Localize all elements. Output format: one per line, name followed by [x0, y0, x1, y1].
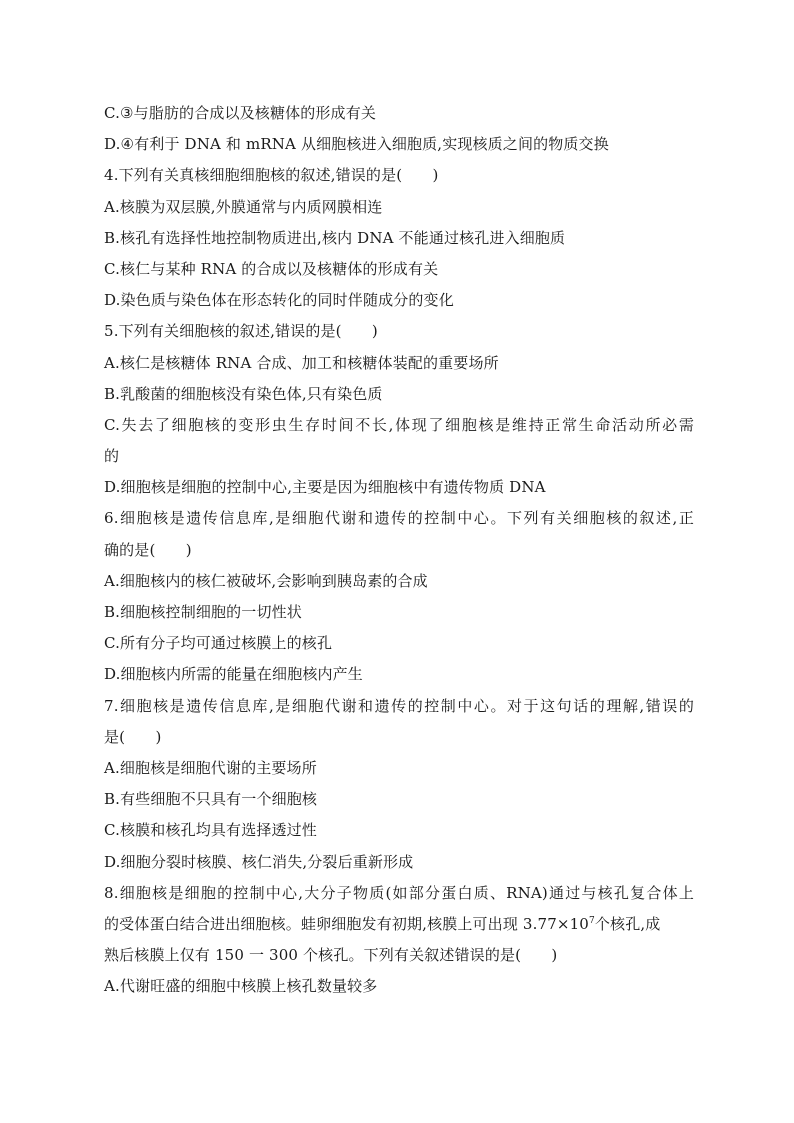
- question-7-option-c: C.核膜和核孔均具有选择透过性: [104, 821, 317, 840]
- question-5-option-d: D.细胞核是细胞的控制中心,主要是因为细胞核中有遗传物质 DNA: [104, 478, 546, 497]
- question-7-option-b: B.有些细胞不只具有一个细胞核: [104, 790, 318, 809]
- question-6-stem-continued: 确的是( ): [104, 540, 192, 559]
- question-5-option-c: C.失去了细胞核的变形虫生存时间不长,体现了细胞核是维持正常生命活动所必需: [104, 415, 694, 434]
- question-6-stem: 6.细胞核是遗传信息库,是细胞代谢和遗传的控制中心。下列有关细胞核的叙述,正: [104, 509, 694, 528]
- question-6-option-d: D.细胞核内所需的能量在细胞核内产生: [104, 665, 363, 684]
- question-8-option-a: A.代谢旺盛的细胞中核膜上核孔数量较多: [104, 977, 378, 996]
- question-6-option-b: B.细胞核控制细胞的一切性状: [104, 603, 302, 621]
- question-7-option-a: A.细胞核是细胞代谢的主要场所: [104, 758, 317, 777]
- question-4-option-d: D.染色质与染色体在形态转化的同时伴随成分的变化: [104, 291, 454, 310]
- question-8-stem: 8.细胞核是细胞的控制中心,大分子物质(如部分蛋白质、RNA)通过与核孔复合体上: [104, 883, 694, 902]
- question-5-option-a: A.核仁是核糖体 RNA 合成、加工和核糖体装配的重要场所: [104, 353, 499, 372]
- question-4-option-a: A.核膜为双层膜,外膜通常与内质网膜相连: [104, 197, 383, 216]
- option-c-line: C.③与脂肪的合成以及核糖体的形成有关: [104, 104, 377, 122]
- question-5-stem: 5.下列有关细胞核的叙述,错误的是( ): [104, 322, 378, 341]
- question-5-option-b: B.乳酸菌的细胞核没有染色体,只有染色质: [104, 384, 383, 403]
- question-6-option-a: A.细胞核内的核仁被破坏,会影响到胰岛素的合成: [104, 571, 428, 590]
- question-4-option-c: C.核仁与某种 RNA 的合成以及核糖体的形成有关: [104, 259, 439, 278]
- question-7-option-d: D.细胞分裂时核膜、核仁消失,分裂后重新形成: [104, 852, 414, 871]
- question-8-line-2-tail: 个核孔,成: [594, 914, 661, 933]
- option-d-line: D.④有利于 DNA 和 mRNA 从细胞核进入细胞质,实现核质之间的物质交换: [104, 135, 609, 154]
- question-8-stem-line-3: 熟后核膜上仅有 150 一 300 个核孔。下列有关叙述错误的是( ): [104, 946, 558, 965]
- question-7-stem: 7.细胞核是遗传信息库,是细胞代谢和遗传的控制中心。对于这句话的理解,错误的: [104, 696, 694, 715]
- question-text: [104, 98, 694, 1002]
- question-4-option-b: B.核孔有选择性地控制物质进出,核内 DNA 不能通过核孔进入细胞质: [104, 228, 566, 247]
- question-8-line-2-main: 的受体蛋白结合进出细胞核。蛙卵细胞发有初期,核膜上可出现 3.77×10: [104, 914, 589, 933]
- question-5-option-c-continued: 的: [104, 447, 120, 466]
- question-7-stem-continued: 是( ): [104, 727, 162, 746]
- question-6-option-c: C.所有分子均可通过核膜上的核孔: [104, 634, 333, 653]
- exponent: 7: [589, 915, 595, 926]
- question-8-stem-line-2: [104, 909, 694, 940]
- question-4-stem: 4.下列有关真核细胞细胞核的叙述,错误的是( ): [104, 166, 439, 185]
